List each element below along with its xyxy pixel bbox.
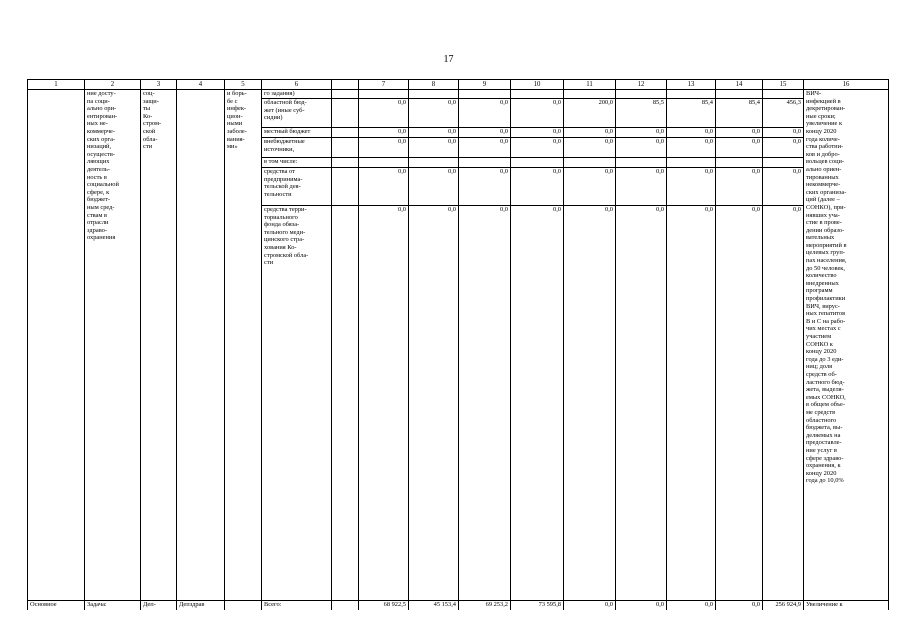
header-cell: 7 [359,80,409,90]
header-cell: 11 [564,80,616,90]
empty-cell [332,206,359,601]
executor-cell: соц- защи- ты Ко- стром- ской обла- сти [141,90,177,601]
main-event-row [28,601,889,610]
funding-value [763,158,804,168]
funding-value [564,90,616,99]
header-cell: 9 [459,80,511,90]
funding-value: 0,0 [359,138,409,158]
program-cell [225,601,262,610]
executor-cell: Деп- [141,601,177,610]
funding-value: 0,0 [564,168,616,206]
funding-value: 0,0 [459,99,511,128]
funding-value: 0,0 [716,206,763,601]
funding-source-label: областной бюд- жет (иные суб- сидии) [262,99,332,128]
funding-value: 0,0 [359,128,409,138]
header-cell: 5 [225,80,262,90]
funding-value [409,90,459,99]
funding-value: 0,0 [763,128,804,138]
empty-cell [332,158,359,168]
funding-value [564,158,616,168]
funding-value [409,158,459,168]
total-value: 0,0 [716,601,763,610]
funding-value: 0,0 [564,128,616,138]
funding-value: 0,0 [409,206,459,601]
funding-value: 0,0 [409,99,459,128]
funding-value: 0,0 [409,168,459,206]
funding-value: 0,0 [667,206,716,601]
funding-value [667,90,716,99]
funding-value: 0,0 [667,138,716,158]
header-cell: 14 [716,80,763,90]
funding-value [667,158,716,168]
funding-value: 0,0 [564,138,616,158]
header-cell [332,80,359,90]
empty-cell [332,99,359,128]
participant-cell [177,90,225,601]
task-cell: Задача: [85,601,141,610]
funding-value: 0,0 [763,138,804,158]
funding-value [459,158,511,168]
funding-value: 0,0 [459,206,511,601]
funding-value [716,158,763,168]
funding-source-label: го задания) [262,90,332,99]
expected-result-cell: Увеличение к [804,601,889,610]
funding-value: 0,0 [616,138,667,158]
empty-cell [332,168,359,206]
funding-value: 0,0 [409,138,459,158]
funding-value [616,90,667,99]
empty-cell [332,90,359,99]
header-cell: 15 [763,80,804,90]
header-cell: 13 [667,80,716,90]
program-table [27,79,889,610]
task-cell: ние досту- па соци- ально ори- ентирован- ных не- коммерче- ских орга- низаций, осуществ- ляющих деятель- ность в социальной сфере, к бюджет- ным сред- ствам в отрасли здраво- охранения [85,90,141,601]
empty-cell [332,128,359,138]
funding-value: 0,0 [763,206,804,601]
funding-value: 0,0 [667,128,716,138]
total-value: 0,0 [667,601,716,610]
program-cell: и борь- бе с инфек- цион- ными заболе- вания- ми» [225,90,262,601]
empty-cell [332,601,359,610]
header-cell: 6 [262,80,332,90]
empty-cell [332,138,359,158]
funding-source-label: средства терри- ториального фонда обяза- тельного меди- цинского стра- хования Ко- стромской обла- сти [262,206,332,601]
total-value: 69 253,2 [459,601,511,610]
participant-cell: Депздрав [177,601,225,610]
total-value: 45 153,4 [409,601,459,610]
funding-value: 0,0 [511,99,564,128]
funding-value [616,158,667,168]
funding-value: 85,4 [667,99,716,128]
funding-value: 0,0 [359,168,409,206]
total-value: 0,0 [616,601,667,610]
funding-value: 0,0 [359,206,409,601]
main-event-cell [28,90,85,601]
funding-source-label: внебюджетные источники, [262,138,332,158]
total-value: 73 595,8 [511,601,564,610]
funding-value [716,90,763,99]
funding-value: 200,0 [564,99,616,128]
funding-value: 85,4 [716,99,763,128]
funding-source-label: средства от предпринима- тельской дея- тельности [262,168,332,206]
funding-value [359,90,409,99]
header-cell: 4 [177,80,225,90]
main-event-cell: Основное [28,601,85,610]
funding-value: 0,0 [616,206,667,601]
funding-value: 0,0 [716,138,763,158]
header-cell: 16 [804,80,889,90]
funding-value: 0,0 [459,168,511,206]
total-value: 68 922,5 [359,601,409,610]
header-cell: 8 [409,80,459,90]
funding-value: 0,0 [359,99,409,128]
funding-value: 85,5 [616,99,667,128]
funding-value: 0,0 [459,138,511,158]
funding-value: 0,0 [409,128,459,138]
funding-value: 0,0 [511,206,564,601]
funding-value: 0,0 [716,168,763,206]
funding-source-label: местный бюджет [262,128,332,138]
funding-value [459,90,511,99]
funding-value: 0,0 [564,206,616,601]
funding-source-label: в том числе: [262,158,332,168]
column-number-row [28,80,889,90]
funding-value: 0,0 [459,128,511,138]
funding-source-label: Всего: [262,601,332,610]
header-cell: 10 [511,80,564,90]
funding-value: 456,3 [763,99,804,128]
header-cell: 2 [85,80,141,90]
total-value: 0,0 [564,601,616,610]
funding-value [359,158,409,168]
funding-row [28,90,889,99]
funding-value: 0,0 [616,168,667,206]
funding-value: 0,0 [716,128,763,138]
funding-value: 0,0 [763,168,804,206]
funding-value [511,90,564,99]
funding-value: 0,0 [616,128,667,138]
funding-value [763,90,804,99]
funding-value: 0,0 [511,168,564,206]
header-cell: 3 [141,80,177,90]
header-cell: 12 [616,80,667,90]
funding-value: 0,0 [667,168,716,206]
funding-value: 0,0 [511,128,564,138]
funding-value: 0,0 [511,138,564,158]
funding-value [511,158,564,168]
expected-result-cell: ВИЧ- инфекцией в декретирован- ные сроки; увеличение к концу 2020 года количе- ства работни- ков и добро- вольцев соци- ально ориен- тированных некоммерче- ских организа- ций (далее – СОНКО), при- нявших уча- стие в прове- дении образо- вательных мероприятий в целевых груп- пах населения, до 50 человек, количество внедренных программ профилактики ВИЧ, вирус- ных гепатитов В и С на рабо- чих местах с участием СОНКО к концу 2020 года до 3 еди- ниц; доля средств об- ластного бюд- жета, выделя- емых СОНКО, в общем объе- ме средств областного бюджета, вы- деляемых на предоставле- ние услуг в сфере здраво- охранения, к концу 2020 года до 10,0% [804,90,889,601]
total-value: 256 924,9 [763,601,804,610]
header-cell: 1 [28,80,85,90]
page-number: 17 [443,54,454,65]
